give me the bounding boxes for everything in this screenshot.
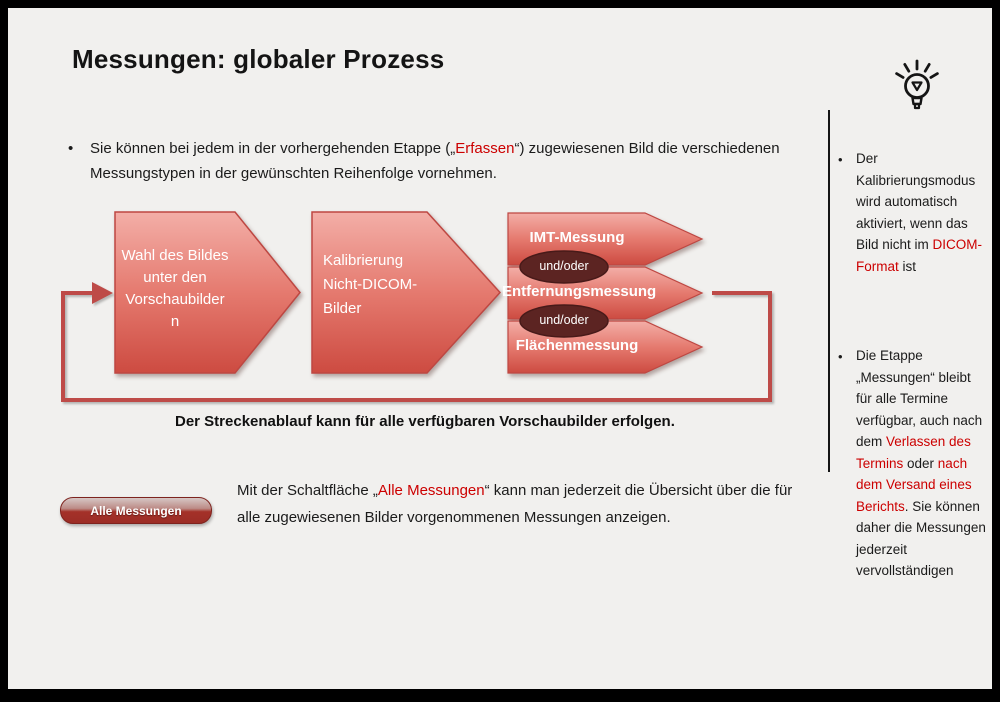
intro-bullet-item: [68, 136, 780, 186]
sidebar-divider-line: [828, 110, 830, 472]
lightbulb-icon: [892, 55, 942, 120]
diagram-caption: Der Streckenablauf kann für alle verfügbaren Vorschaubilder erfolgen.: [175, 413, 675, 430]
button-description: Mit der Schaltfläche „Alle Messungen“ kann man jederzeit die Übersicht über die für alle zugewiesenen Bilder vorgenommenen Messungen anzeigen.: [237, 482, 793, 526]
measurement-label-entfernung: Entfernungsmessung: [502, 283, 657, 300]
measurement-label-flaeche: Flächenmessung: [515, 337, 639, 354]
page-title: Messungen: globaler Prozess: [72, 44, 445, 74]
intro-text: Sie können bei jedem in der vorhergehenden Etappe („Erfassen“) zugewiesenen Bild die verschiedenen Messungstypen in der gewünschten Reihenfolge vornehmen.: [90, 140, 780, 182]
step1-label: Wahl des Bildes unter den Vorschaubilder n: [121, 247, 229, 330]
measurement-label-imt: IMT-Messung: [529, 229, 625, 246]
process-diagram: [50, 205, 790, 417]
connector-label-1: und/oder: [539, 259, 589, 273]
sidebar-note-2-text: Die Etappe „Messungen“ bleibt für alle Termine verfügbar, auch nach dem Verlassen des Termins oder nach dem Versand eines Berichts. Sie können daher die Messungen jederzeit vervollständigen: [856, 348, 986, 578]
connector-label-2: und/oder: [539, 313, 589, 327]
loop-arrowhead-icon: [92, 282, 113, 304]
bullet-icon: •: [68, 140, 74, 157]
bullet-icon: •: [838, 152, 843, 167]
sidebar-note-1-text: Der Kalibrierungsmodus wird automatisch aktiviert, wenn das Bild nicht im DICOM-Format ist: [856, 151, 983, 274]
step2-label: Kalibrierung Nicht-DICOM- Bilder: [323, 252, 418, 317]
bullet-icon: •: [838, 349, 843, 364]
sidebar-note-2: [838, 345, 990, 582]
alle-messungen-button[interactable]: Alle Messungen: [60, 497, 212, 524]
sidebar-note-1: [838, 148, 990, 277]
